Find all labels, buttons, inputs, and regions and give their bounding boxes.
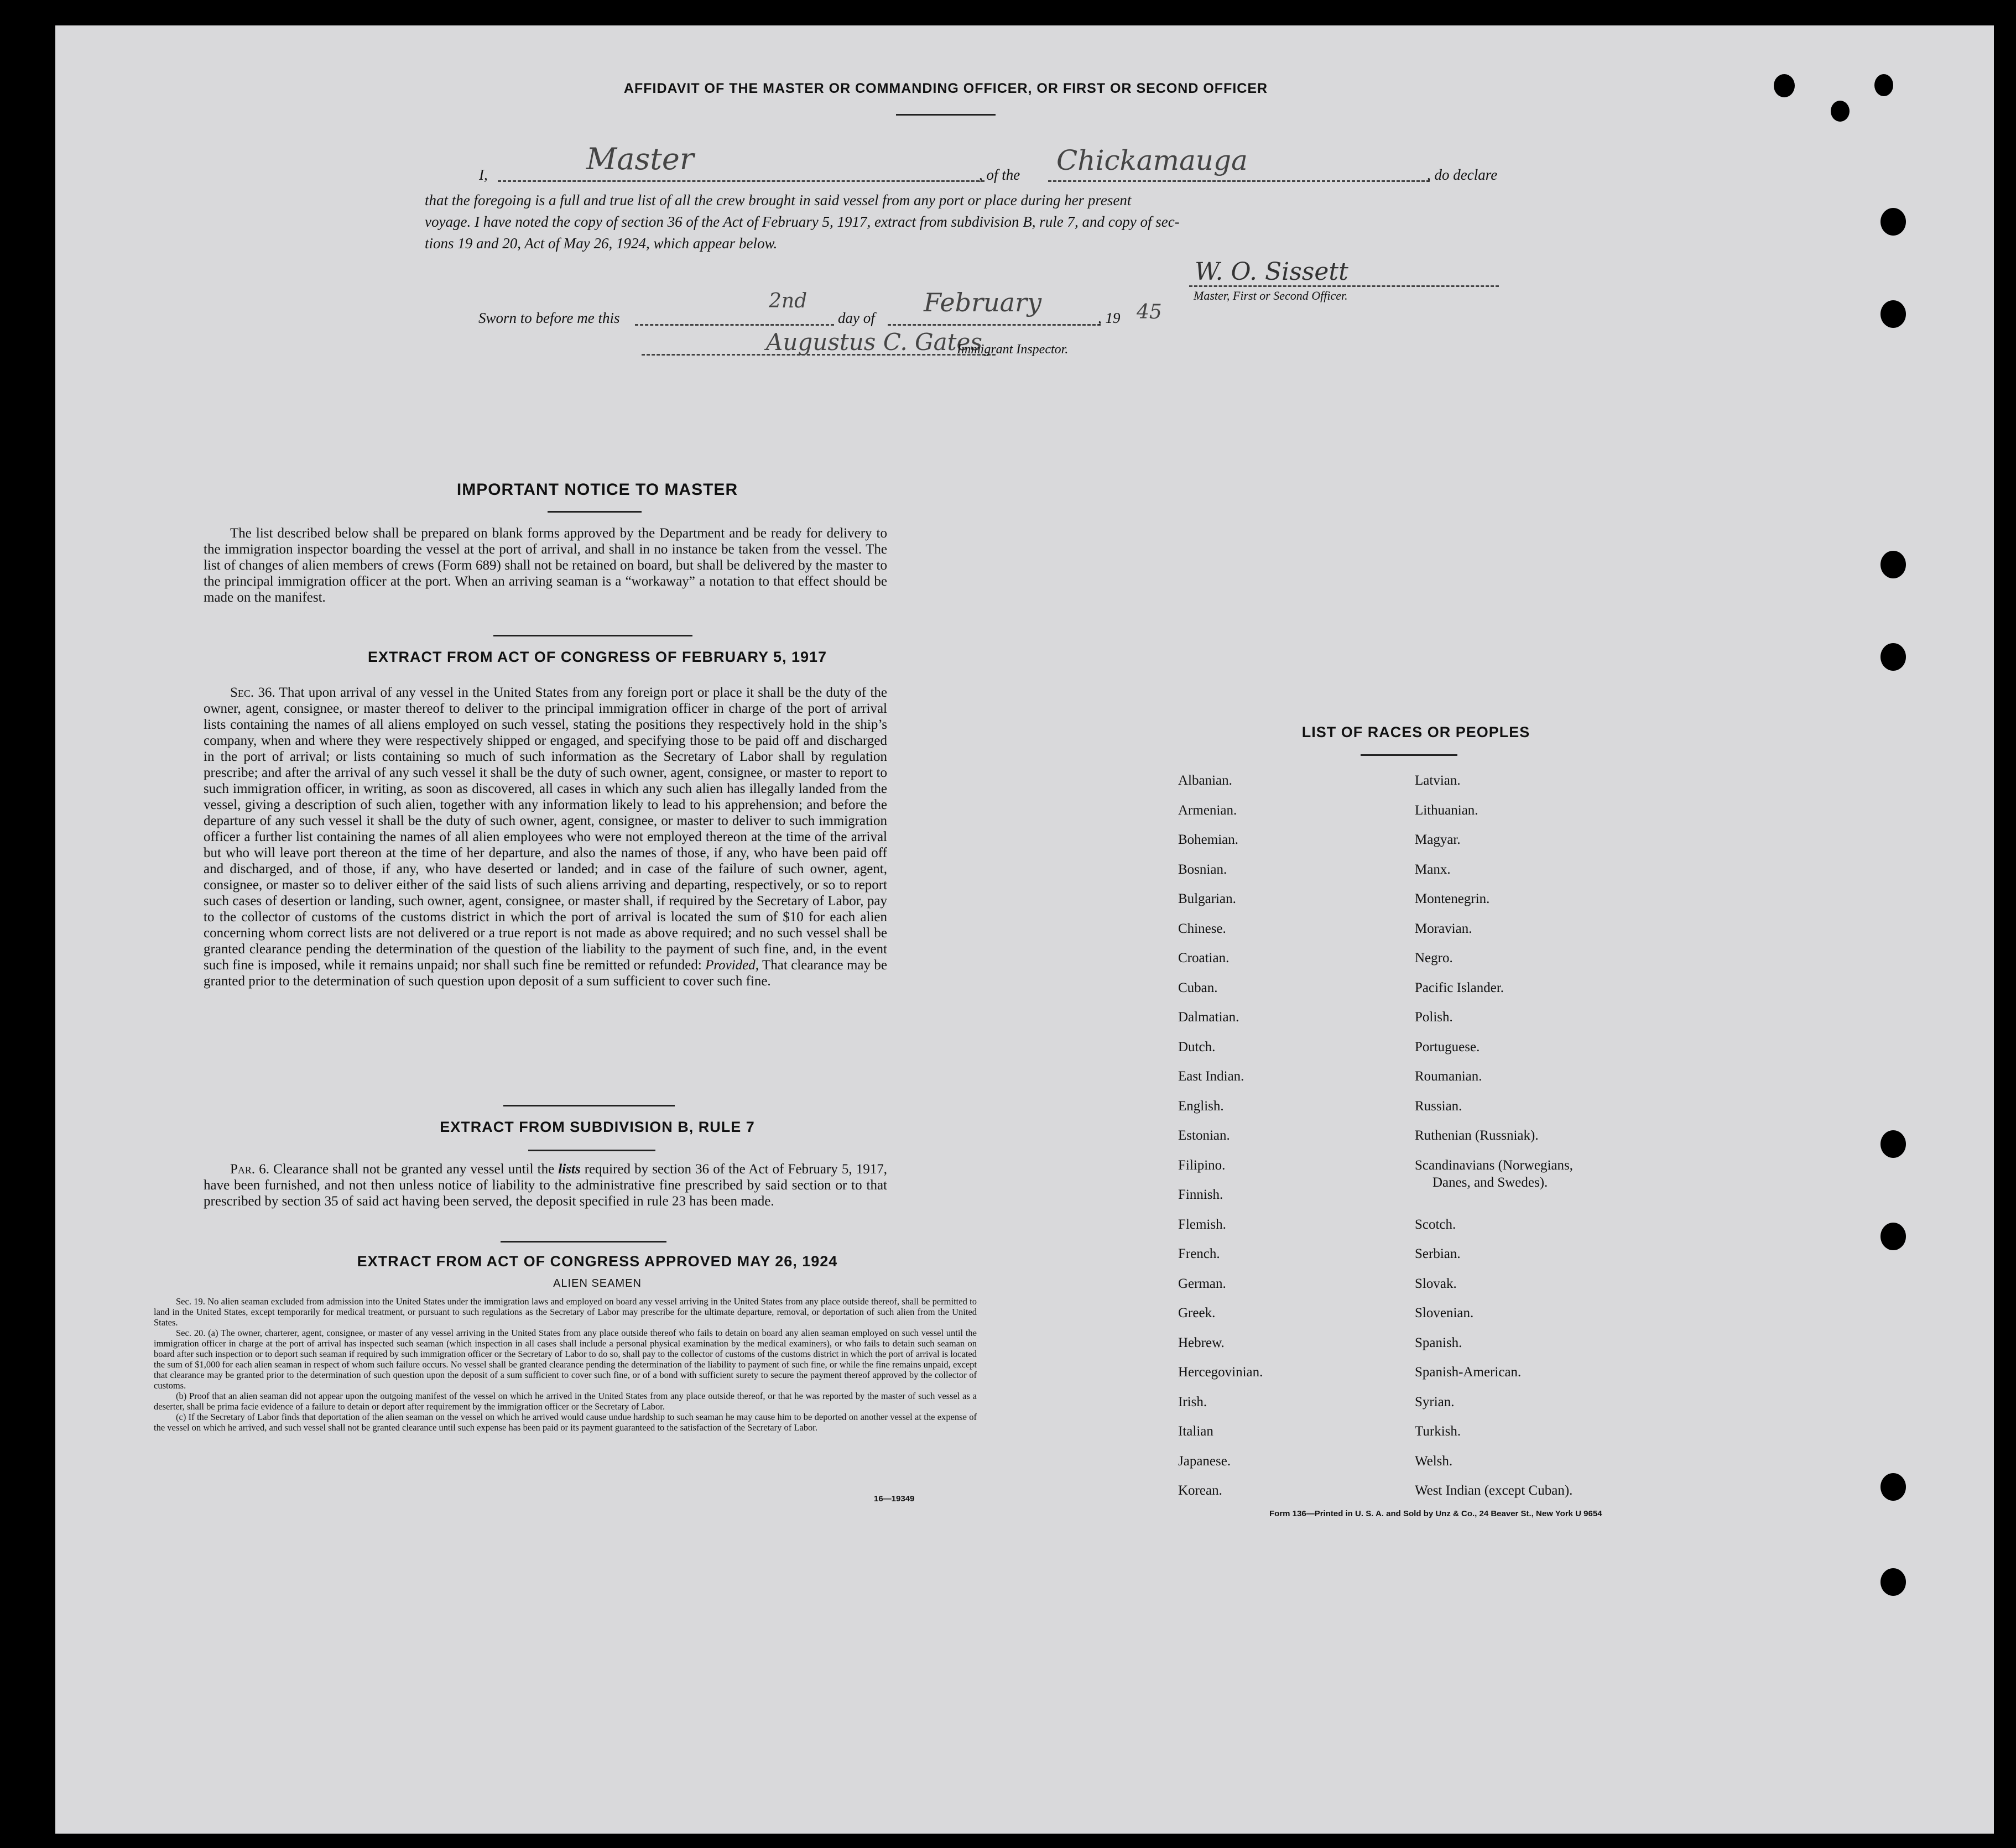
section-36-text	[204, 685, 887, 989]
race-item: Scotch.	[1415, 1217, 1456, 1232]
declaration-text	[425, 190, 1525, 254]
race-item: Moravian.	[1415, 921, 1472, 936]
notice-title: IMPORTANT NOTICE TO MASTER	[456, 481, 738, 499]
signature-caption: Master, First or Second Officer.	[1194, 289, 1348, 302]
race-item: Magyar.	[1415, 832, 1461, 847]
race-item: Flemish.	[1178, 1217, 1226, 1232]
of-the-label: , of the	[979, 166, 1020, 183]
sworn-label: Sworn to before me this	[478, 310, 620, 326]
race-item: Chinese.	[1178, 921, 1226, 936]
race-item: East Indian.	[1178, 1069, 1244, 1084]
printer-footer: Form 136—Printed in U. S. A. and Sold by Unz & Co., 24 Beaver St., New York U 9654	[1269, 1509, 1602, 1518]
declare-label: , do declare	[1427, 166, 1498, 183]
race-item: Spanish.	[1415, 1335, 1462, 1350]
race-item: Turkish.	[1415, 1424, 1461, 1439]
declaration-line-3: tions 19 and 20, Act of May 26, 1924, which appear below.	[425, 235, 778, 252]
declaration-line-1: that the foregoing is a full and true list of all the crew brought in said vessel from any port or place during her present	[425, 192, 1132, 208]
day-handwritten: 2nd	[769, 290, 808, 312]
race-item: Manx.	[1415, 862, 1451, 877]
race-item: Montenegrin.	[1415, 891, 1490, 906]
race-item: Serbian.	[1415, 1246, 1461, 1261]
sections-19-20	[154, 1296, 977, 1433]
race-item: Roumanian.	[1415, 1069, 1482, 1084]
race-item: Portuguese.	[1415, 1040, 1480, 1054]
divider	[493, 635, 692, 636]
notice-text: The list described below shall be prepared on blank forms approved by the Department and be ready for delivery to the immigration inspector boarding the vessel at the port of arrival, and shall in no instance be taken from the vessel. The list of changes of alien members of crews (Form 689) shall not be retained on board, but shall be delivered by the master to the principal immigration officer at the port. When an arriving seaman is a “workaway” a notation to that effect should be made on the manifest.	[204, 526, 887, 605]
master-signature: W. O. Sissett	[1195, 258, 1348, 286]
race-item: German.	[1178, 1276, 1226, 1291]
race-item: Lithuanian.	[1415, 803, 1478, 818]
punch-hole	[1880, 300, 1906, 328]
inspector-caption: Immigrant Inspector.	[957, 342, 1069, 357]
punch-hole	[1880, 1568, 1906, 1596]
extract-1924-title: EXTRACT FROM ACT OF CONGRESS APPROVED MAY 26, 1924	[357, 1253, 838, 1270]
race-item: Bulgarian.	[1178, 891, 1236, 906]
rule7-body-end: required by section 36 of the Act of February 5, 1917, have been furnished, and not then unless notice of liability to the administrative fine prescribed by said section or to that prescribed by section 35 of said act having been served, the deposit specified in rule 23 has been made.	[204, 1162, 887, 1209]
race-item: Greek.	[1178, 1306, 1216, 1320]
race-item: Irish.	[1178, 1395, 1207, 1410]
race-item: Cuban.	[1178, 980, 1218, 995]
race-item: Polish.	[1415, 1010, 1453, 1025]
race-item: Syrian.	[1415, 1395, 1455, 1410]
vessel-line	[1048, 180, 1430, 182]
race-item: Filipino.	[1178, 1158, 1226, 1173]
race-item: Croatian.	[1178, 951, 1230, 965]
punch-hole	[1880, 551, 1906, 578]
race-item: Bosnian.	[1178, 862, 1227, 877]
race-item: Slovak.	[1415, 1276, 1457, 1291]
race-item: Albanian.	[1178, 773, 1232, 788]
alien-seamen-subtitle: ALIEN SEAMEN	[553, 1277, 642, 1290]
rule7-text	[204, 1161, 887, 1209]
divider	[1361, 754, 1457, 756]
race-item: Slovenian.	[1415, 1306, 1474, 1320]
race-item: Bohemian.	[1178, 832, 1239, 847]
divider	[501, 1241, 666, 1243]
section-20a-text: Sec. 20. (a) The owner, charterer, agent, consignee, or master of any vessel arriving in the United States from any place outside thereof who fails to detain on board any alien seaman employed on such vessel until the immigration officer in charge at the port of arrival has inspected such seaman (which inspection in all cases shall include a personal physical examination by the medical examiners), or who fails to detain such seaman on board after such inspection or to deport such seaman if required by such immigration officer or the Secretary of Labor to do so, shall pay to the collector of customs of the customs district in which the port of arrival is located the sum of $1,000 for each alien seaman in respect of whom such failure occurs. No vessel shall be granted clearance pending the determination of the liability to payment of such fine, or while the fine remains unpaid, except that clearance may be granted prior to the determination of such question upon the deposit of a sum sufficient to cover such fine, or of a bond with sufficient surety to secure the payment thereof approved by the collector of customs.	[154, 1328, 977, 1391]
section-19-text: Sec. 19. No alien seaman excluded from admission into the United States under the immigration laws and employed on board any vessel arriving in the United States from any place outside thereof, shall be permitted to land in the United States, except temporarily for medical treatment, or pursuant to such regulations as the Secretary of Labor may prescribe for the ultimate departure, removal, or deportation of such alien from the United States.	[154, 1296, 977, 1328]
race-item: Armenian.	[1178, 803, 1237, 818]
race-item: Spanish-American.	[1415, 1365, 1522, 1380]
rule7-body: Clearance shall not be granted any vessel until the	[273, 1162, 555, 1177]
month-line	[888, 324, 1101, 326]
race-item: Danes, and Swedes).	[1432, 1175, 1548, 1190]
race-item: Welsh.	[1415, 1454, 1453, 1469]
race-item: Pacific Islander.	[1415, 980, 1504, 995]
year-prefix: , 19	[1098, 310, 1121, 326]
name-line	[498, 180, 984, 182]
punch-hole	[1880, 208, 1906, 236]
provided-italic: Provided,	[705, 958, 759, 973]
races-title: LIST OF RACES OR PEOPLES	[1301, 724, 1530, 740]
section-20b-text: (b) Proof that an alien seaman did not appear upon the outgoing manifest of the vessel on which he arrived in the United States from any place outside thereof, or that he was reported by the master of such vessel as a deserter, shall be prima facie evidence of a failure to detain or deport after requirement by the immigration officer or the Secretary of Labor.	[154, 1391, 977, 1412]
signature-line	[1189, 285, 1499, 287]
race-item: Ruthenian (Russniak).	[1415, 1128, 1539, 1143]
race-item: Korean.	[1178, 1483, 1222, 1498]
declarant-label: I,	[479, 166, 488, 183]
punch-hole	[1874, 74, 1893, 96]
document-page	[55, 25, 1994, 1834]
punch-hole	[1880, 1223, 1906, 1250]
race-item: Estonian.	[1178, 1128, 1230, 1143]
name-handwritten: Master	[586, 142, 694, 176]
race-item: Negro.	[1415, 951, 1453, 965]
month-handwritten: February	[924, 288, 1042, 317]
year-handwritten: 45	[1137, 301, 1162, 323]
section-36-label: Sec. 36.	[230, 685, 275, 700]
lists-italic: lists	[558, 1162, 581, 1177]
punch-hole	[1774, 74, 1795, 97]
race-item: Hercegovinian.	[1178, 1365, 1263, 1380]
race-item: Scandinavians (Norwegians,	[1415, 1158, 1574, 1173]
race-item: Japanese.	[1178, 1454, 1231, 1469]
par-6-label: Par. 6.	[230, 1162, 270, 1177]
race-item: Russian.	[1415, 1099, 1462, 1114]
punch-hole	[1880, 1130, 1906, 1158]
declaration-line-2: voyage. I have noted the copy of section 36 of the Act of February 5, 1917, extract from subdivision B, rule 7, and copy of sec-	[425, 213, 1180, 230]
punch-hole	[1831, 101, 1850, 122]
vessel-handwritten: Chickamauga	[1056, 144, 1248, 176]
race-item: Finnish.	[1178, 1187, 1223, 1202]
section-36-body: That upon arrival of any vessel in the United States from any foreign port or place it shall be the duty of the owner, agent, consignee, or master thereof to deliver to the principal immigration officer in charge of the port of arrival lists containing the names of all aliens employed on such vessel, stating the positions they respectively hold in the ship’s company, when and where they were respectively shipped or engaged, and specifying those to be paid off and discharged in the port of arrival; or lists containing so much of such information as the Secretary of Labor shall by regulation prescribe; and after the arrival of any such vessel it shall be the duty of such owner, agent, consignee, or master to report to such immigration officer, in writing, as soon as discovered, all cases in which any such alien has illegally landed from the vessel, giving a description of such alien, together with any information likely to lead to his apprehension; and before the departure of any such vessel it shall be the duty of such owner, agent, consignee, or master to deliver to such immigration officer a further list containing the names of all alien employees who were not employed thereon at the time of the arrival but who will leave port thereon at the time of her departure, and also the names of those, if any, who have been paid off and discharged, and of those, if any, who have deserted or landed; and in case of the failure of such owner, agent, consignee, or master so to deliver either of the said lists of such aliens arriving and departing, respectively, or so to report such cases of desertion or landing, such owner, agent, consignee, or master shall, if required by the Secretary of Labor, pay to the collector of customs of the customs district in which the port of arrival is located the sum of $10 for each alien concerning whom correct lists are not delivered or a true report is not made as above required; and no such vessel shall be granted clearance pending the determination of the question of the liability to the payment of such fine, and, in the event such fine is imposed, while it remains unpaid; nor shall such fine be remitted or refunded:	[204, 685, 887, 973]
race-item: Hebrew.	[1178, 1335, 1225, 1350]
day-line	[635, 324, 834, 326]
divider	[503, 1105, 675, 1106]
race-item: Italian	[1178, 1424, 1213, 1439]
race-item: Latvian.	[1415, 773, 1461, 788]
inspector-signature: Augustus C. Gates	[766, 328, 982, 356]
divider	[896, 114, 996, 116]
form-code: 16—19349	[874, 1494, 915, 1504]
affidavit-title: AFFIDAVIT OF THE MASTER OR COMMANDING OFFICER, OR FIRST OR SECOND OFFICER	[623, 81, 1268, 96]
day-of-label: day of	[838, 310, 875, 326]
section-20c-text: (c) If the Secretary of Labor finds that deportation of the alien seaman on the vessel on which he arrived would cause undue hardship to such seaman he may cause him to be deported on another vessel at the expense of the vessel on which he arrived, and such vessel shall not be granted clearance until such expense has been paid or its payment guaranteed to the satisfaction of the Secretary of Labor.	[154, 1412, 977, 1433]
punch-hole	[1880, 643, 1906, 671]
race-item: West Indian (except Cuban).	[1415, 1483, 1573, 1498]
punch-hole	[1880, 1473, 1906, 1501]
section-36-body-end: That clearance may be granted prior to the determination of such question upon deposit of a sum sufficient to cover such fine.	[204, 958, 887, 989]
extract-1917-title: EXTRACT FROM ACT OF CONGRESS OF FEBRUARY 5, 1917	[367, 649, 827, 665]
race-item: Dalmatian.	[1178, 1010, 1239, 1025]
race-item: Dutch.	[1178, 1040, 1216, 1054]
divider	[548, 511, 642, 513]
divider	[528, 1150, 655, 1151]
race-item: French.	[1178, 1246, 1220, 1261]
rule7-title: EXTRACT FROM SUBDIVISION B, RULE 7	[440, 1119, 755, 1135]
race-item: English.	[1178, 1099, 1224, 1114]
